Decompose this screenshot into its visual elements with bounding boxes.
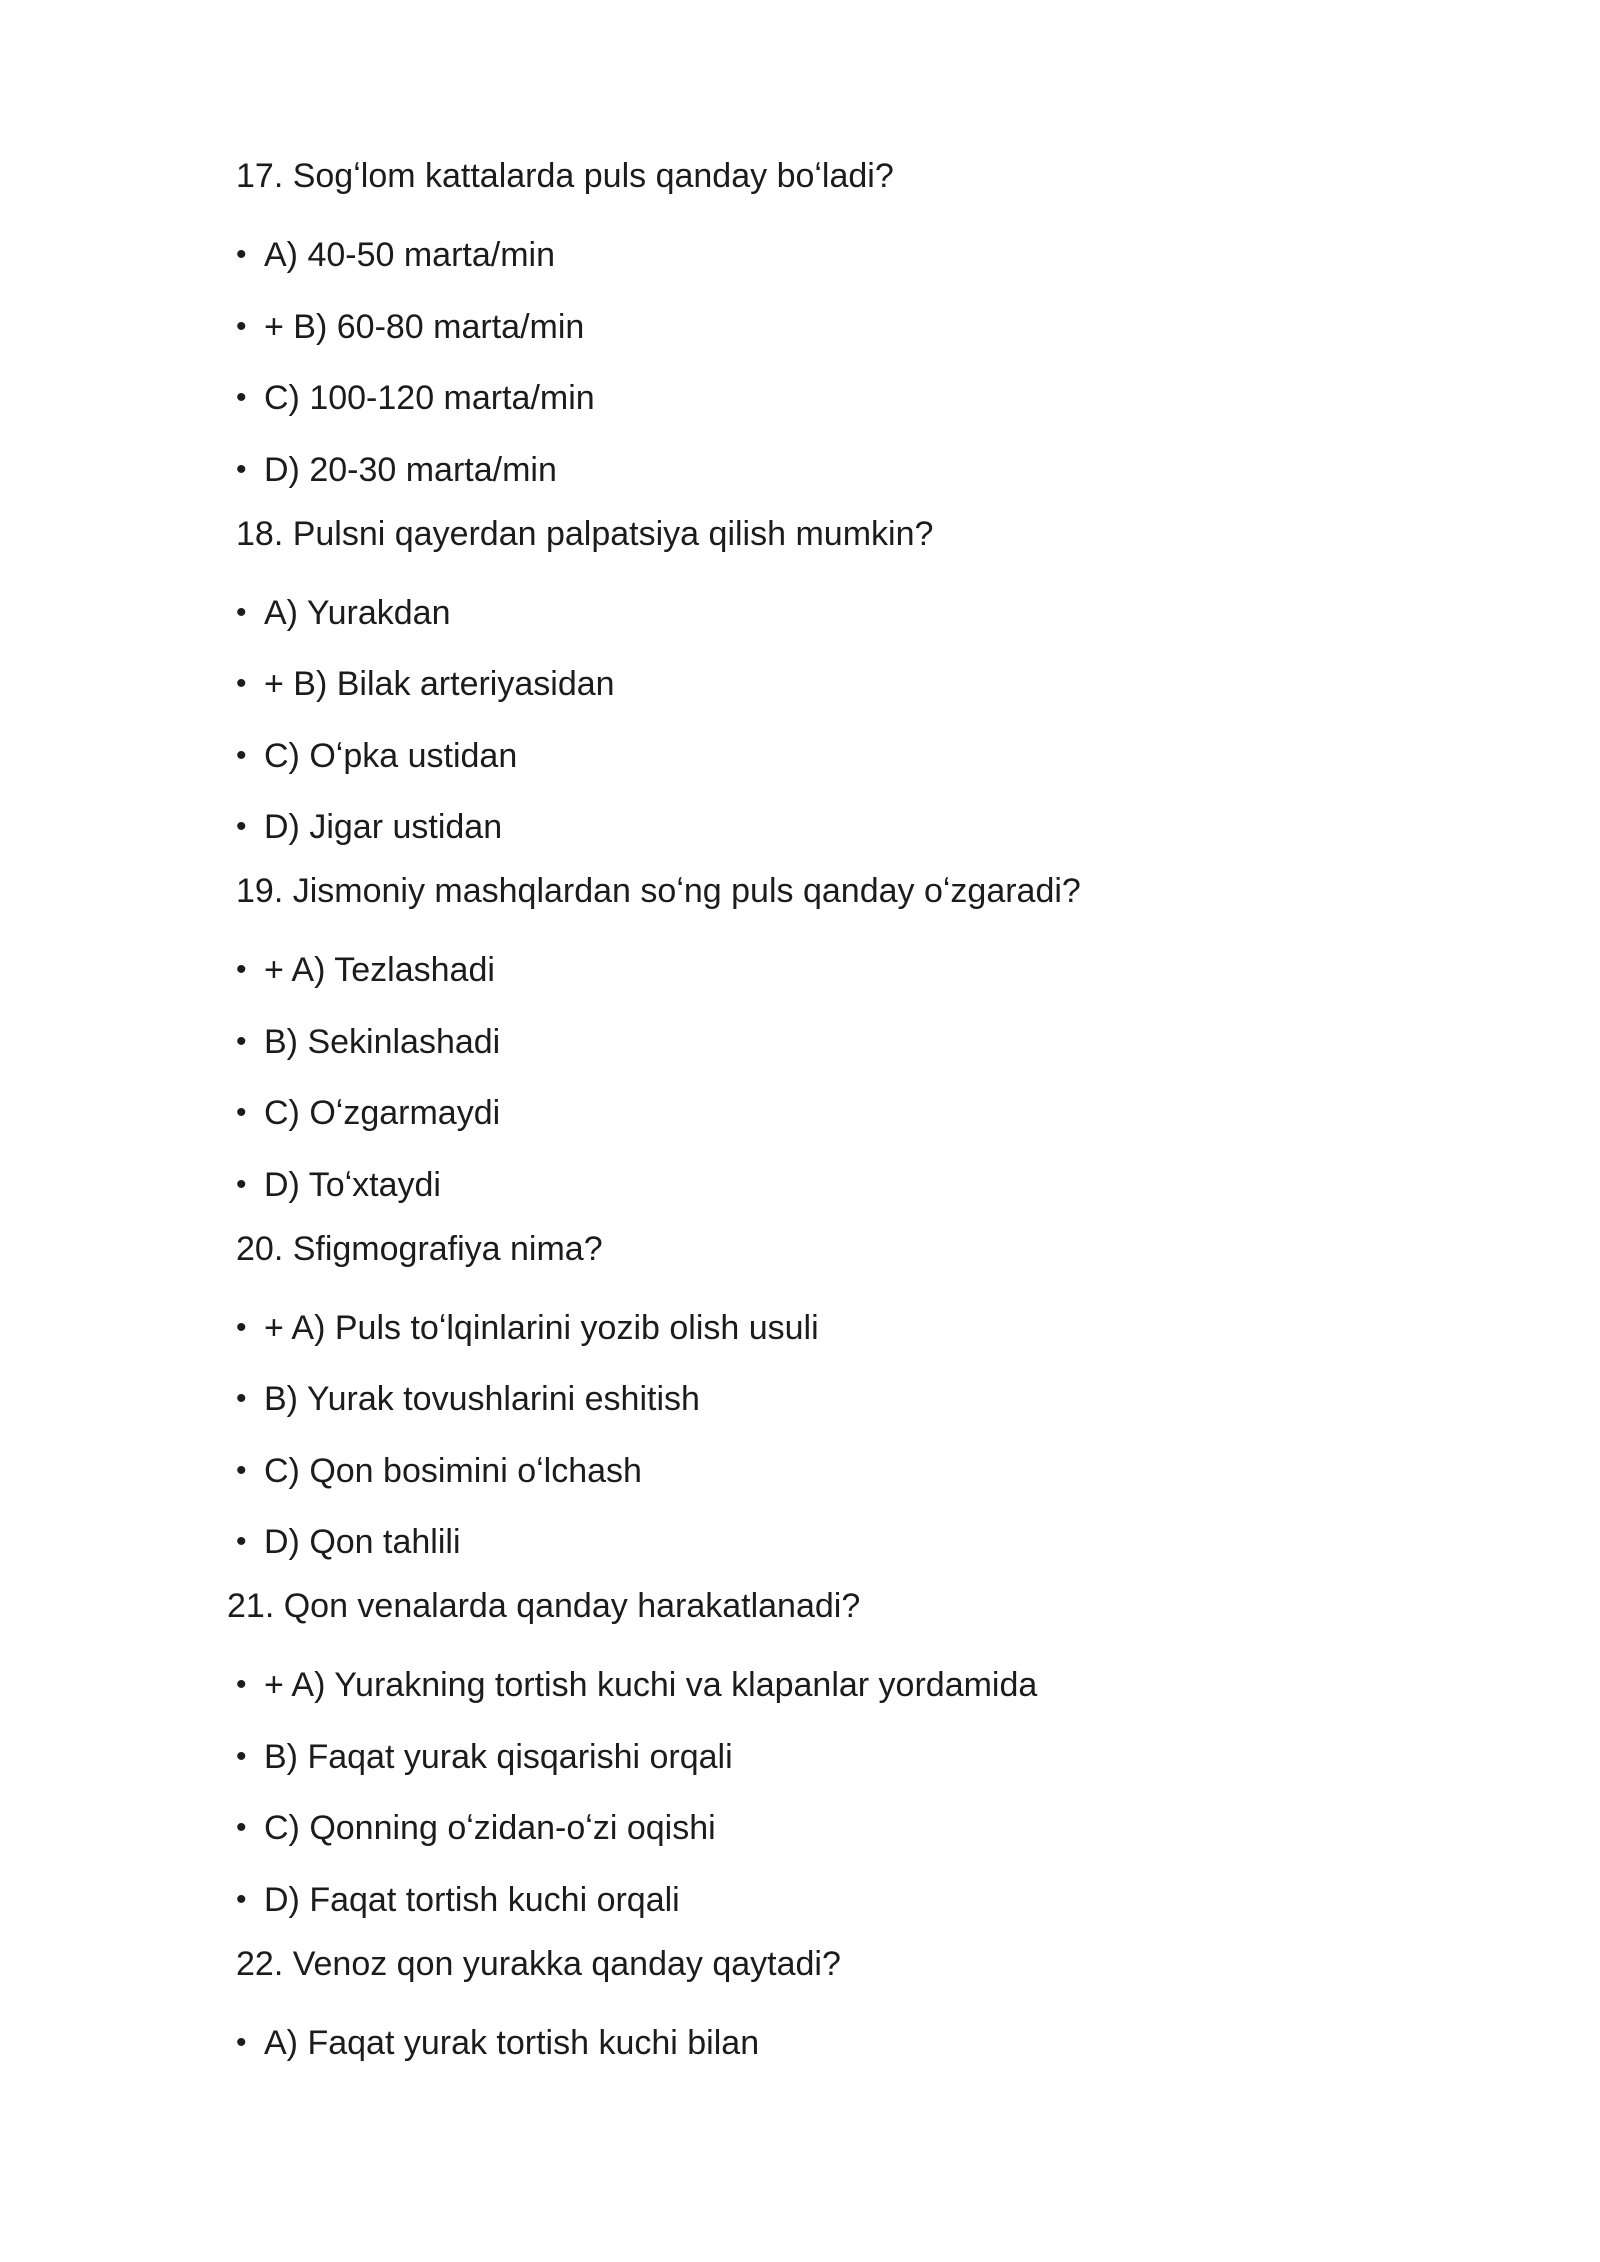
option-text: B) Sekinlashadi — [264, 1022, 501, 1061]
answer-option — [236, 577, 1436, 649]
bullet-icon: • — [236, 667, 247, 701]
bullet-icon: • — [236, 238, 247, 272]
bullet-icon: • — [236, 1739, 247, 1773]
bullet-icon: • — [236, 452, 247, 486]
option-text: B) Faqat yurak qisqarishi orqali — [264, 1737, 733, 1776]
bullet-icon: • — [236, 309, 247, 343]
answer-option — [236, 720, 1436, 792]
option-text: C) Qon bosimini oʻlchash — [264, 1451, 642, 1490]
option-text: + B) Bilak arteriyasidan — [264, 665, 615, 704]
option-text: A) Faqat yurak tortish kuchi bilan — [264, 2023, 760, 2062]
option-text: A) Yurakdan — [264, 593, 451, 632]
bullet-icon: • — [236, 738, 247, 772]
answer-option — [236, 1078, 1436, 1150]
answer-option — [236, 363, 1436, 435]
option-text: D) Jigar ustidan — [264, 808, 503, 847]
option-text: + A) Puls toʻlqinlarini yozib olish usuli — [264, 1308, 819, 1347]
answer-option — [236, 1793, 1436, 1865]
bullet-icon: • — [236, 1525, 247, 1559]
answer-option — [236, 220, 1436, 292]
bullet-icon: • — [236, 1811, 247, 1845]
bullet-icon: • — [236, 595, 247, 629]
option-text: + A) Yurakning tortish kuchi va klapanlar yordamida — [264, 1666, 1038, 1705]
question-21: 21. Qon venalarda qanday harakatlanadi? — [227, 1587, 861, 1625]
answer-option — [236, 1149, 1436, 1221]
option-text: D) Qon tahlili — [264, 1523, 461, 1562]
answer-option-correct — [236, 291, 1436, 363]
option-text: C) Oʻzgarmaydi — [264, 1094, 501, 1133]
option-text: D) Faqat tortish kuchi orqali — [264, 1880, 680, 1919]
question-20: 20. Sfigmografiya nima? — [236, 1229, 603, 1268]
question-18: 18. Pulsni qayerdan palpatsiya qilish mumkin? — [236, 514, 934, 553]
option-text: A) 40-50 marta/min — [264, 236, 555, 275]
bullet-icon: • — [236, 1882, 247, 1916]
answer-option — [236, 1507, 1436, 1579]
option-text: B) Yurak tovushlarini eshitish — [264, 1380, 700, 1419]
answer-option — [236, 1864, 1436, 1936]
bullet-icon: • — [236, 1310, 247, 1344]
bullet-icon: • — [236, 1453, 247, 1487]
quiz-content — [227, 148, 1436, 2079]
answer-option — [236, 1721, 1436, 1793]
bullet-icon: • — [236, 1024, 247, 1058]
answer-option-correct — [236, 935, 1436, 1007]
answer-option-correct — [236, 649, 1436, 721]
answer-option — [236, 2007, 1436, 2079]
option-text: + B) 60-80 marta/min — [264, 307, 585, 346]
bullet-icon: • — [236, 381, 247, 415]
bullet-icon: • — [236, 1096, 247, 1130]
answer-option — [236, 1006, 1436, 1078]
option-text: D) Toʻxtaydi — [264, 1165, 441, 1204]
bullet-icon: • — [236, 1382, 247, 1416]
option-text: C) Oʻpka ustidan — [264, 736, 518, 775]
answer-option-correct — [236, 1292, 1436, 1364]
question-19: 19. Jismoniy mashqlardan soʻng puls qanday oʻzgaradi? — [236, 872, 1081, 910]
question-17: 17. Sogʻlom kattalarda puls qanday boʻladi? — [236, 157, 894, 195]
option-text: C) 100-120 marta/min — [264, 379, 595, 418]
option-text: + A) Tezlashadi — [264, 951, 495, 990]
question-22: 22. Venoz qon yurakka qanday qaytadi? — [236, 1944, 841, 1983]
answer-option — [236, 1435, 1436, 1507]
answer-option — [236, 1364, 1436, 1436]
bullet-icon: • — [236, 1167, 247, 1201]
bullet-icon: • — [236, 810, 247, 844]
bullet-icon: • — [236, 2025, 247, 2059]
bullet-icon: • — [236, 953, 247, 987]
bullet-icon: • — [236, 1668, 247, 1702]
answer-option-correct — [236, 1650, 1436, 1722]
option-text: D) 20-30 marta/min — [264, 450, 557, 489]
option-text: C) Qonning oʻzidan-oʻzi oqishi — [264, 1809, 716, 1848]
answer-option — [236, 792, 1436, 864]
answer-option — [236, 434, 1436, 506]
